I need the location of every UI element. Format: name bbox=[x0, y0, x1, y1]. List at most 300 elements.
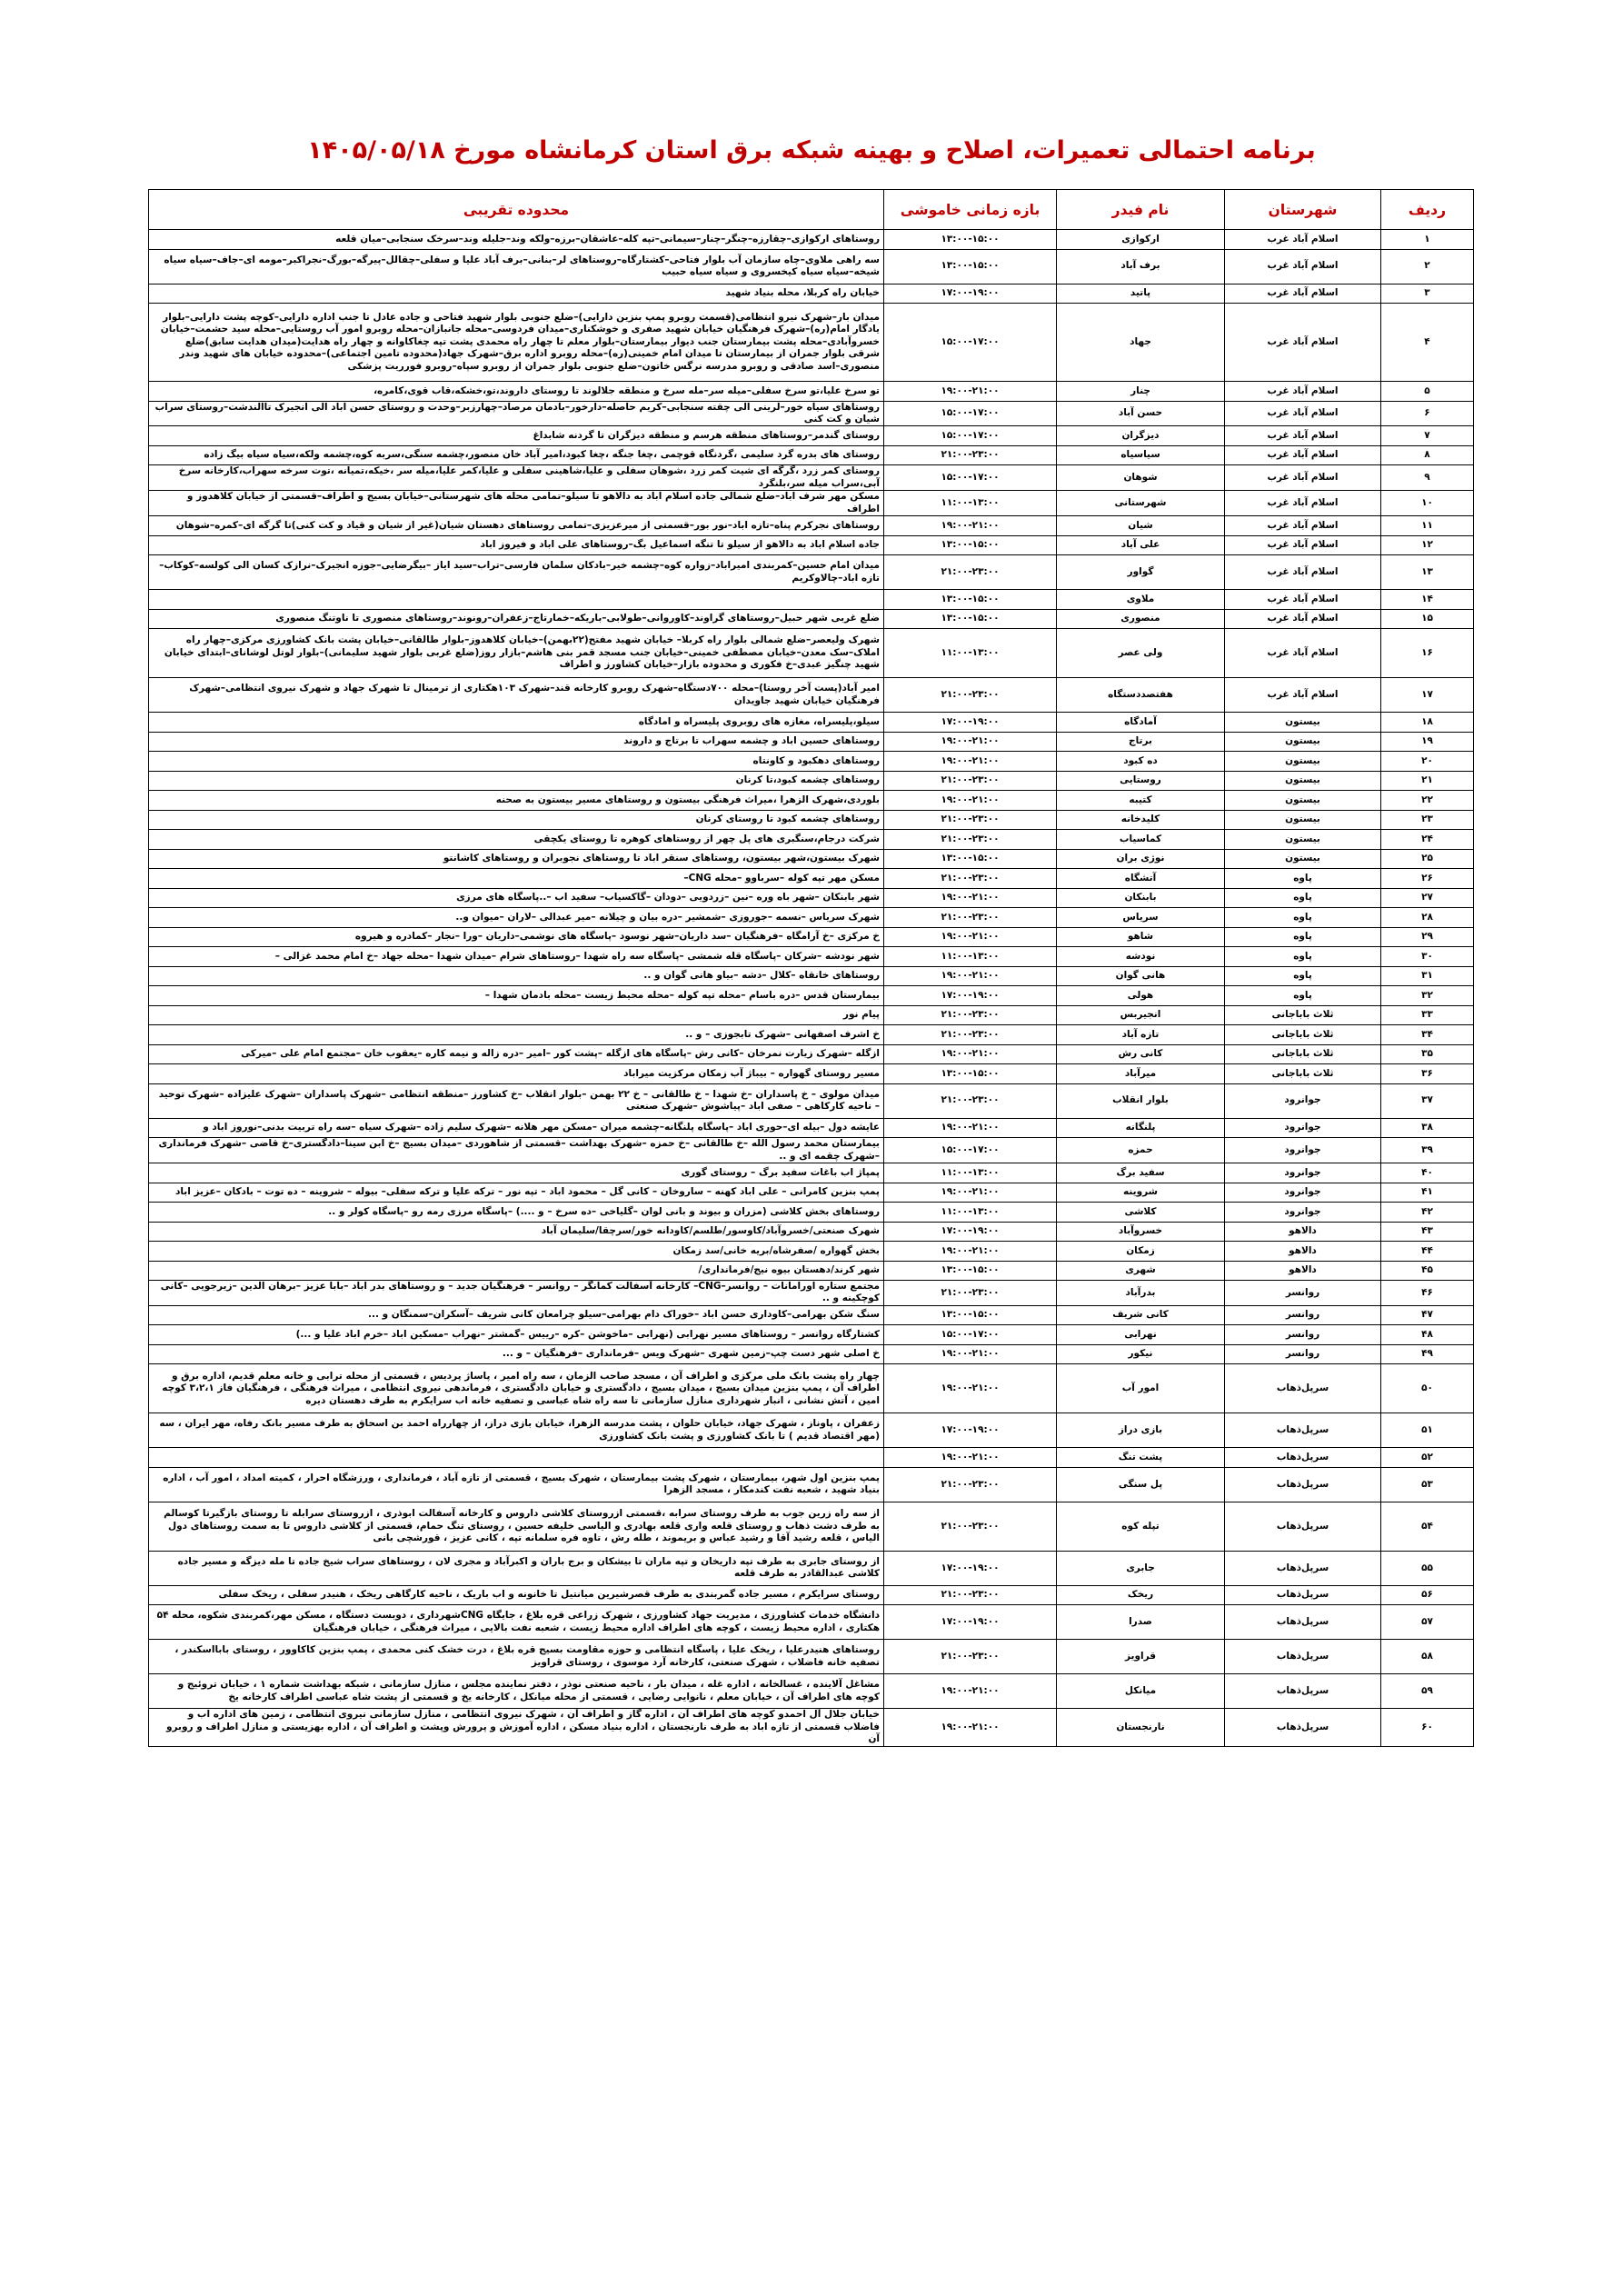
area-cell: شهر کرند/دهستان بیوه نیج/فرمانداری/ bbox=[149, 1261, 884, 1281]
table-row bbox=[149, 590, 1474, 610]
table-row bbox=[149, 249, 1474, 284]
table-row bbox=[149, 1585, 1474, 1605]
feeder-name-cell: بدرآباد bbox=[1057, 1281, 1225, 1306]
city-cell: سرپل‌ذهاب bbox=[1225, 1502, 1381, 1551]
table-row bbox=[149, 713, 1474, 733]
feeder-name-cell: قراویز bbox=[1057, 1640, 1225, 1674]
row-number-cell: ۳۶ bbox=[1381, 1064, 1474, 1084]
outage-time-cell: ۱۹:۰۰-۲۱:۰۰ bbox=[884, 1709, 1057, 1746]
outage-time-cell: ۲۱:۰۰-۲۳:۰۰ bbox=[884, 678, 1057, 713]
feeder-name-cell: تازه آباد bbox=[1057, 1025, 1225, 1045]
feeder-name-cell: نهرابی bbox=[1057, 1325, 1225, 1345]
city-cell: پاوه bbox=[1225, 966, 1381, 986]
table-row bbox=[149, 1502, 1474, 1551]
table-row bbox=[149, 401, 1474, 426]
row-number-cell: ۱۷ bbox=[1381, 678, 1474, 713]
row-number-cell: ۳۱ bbox=[1381, 966, 1474, 986]
row-number-cell: ۲۹ bbox=[1381, 927, 1474, 947]
city-cell: بیستون bbox=[1225, 830, 1381, 850]
outage-time-cell: ۱۳:۰۰-۱۵:۰۰ bbox=[884, 1064, 1057, 1084]
feeder-name-cell: پشت تنگ bbox=[1057, 1448, 1225, 1468]
city-cell: پاوه bbox=[1225, 947, 1381, 967]
table-row bbox=[149, 1325, 1474, 1345]
area-cell: روستاهای چشمه کبود،تا کرنان bbox=[149, 771, 884, 791]
table-row bbox=[149, 771, 1474, 791]
feeder-name-cell: میرآباد bbox=[1057, 1064, 1225, 1084]
city-cell: اسلام آباد غرب bbox=[1225, 445, 1381, 465]
area-cell: ضلع غربی شهر حبیل–روستاهای گراوند–کاوروانی–طولابی–باریکه–خمارتاج–زعفران–رونوند–روستاهای منصوری تا ناوتنگ منصوری bbox=[149, 609, 884, 629]
area-cell: شهرک بیستون،شهر بیستون، روستاهای سنقر اباد تا روستاهای نجوبران و روستاهای کاشانتو bbox=[149, 849, 884, 869]
city-cell: اسلام آباد غرب bbox=[1225, 555, 1381, 590]
city-cell: پاوه bbox=[1225, 869, 1381, 889]
feeder-name-cell: کانی شریف bbox=[1057, 1305, 1225, 1325]
area-cell: خیابان راه کربلا، محله بنیاد شهید bbox=[149, 284, 884, 304]
feeder-name-cell: گواور bbox=[1057, 555, 1225, 590]
outage-schedule-table bbox=[148, 189, 1474, 1747]
outage-time-cell: ۱۷:۰۰-۱۹:۰۰ bbox=[884, 1413, 1057, 1448]
table-row bbox=[149, 1163, 1474, 1183]
feeder-name-cell: سیاسیاه bbox=[1057, 445, 1225, 465]
table-row bbox=[149, 1305, 1474, 1325]
city-cell: بیستون bbox=[1225, 771, 1381, 791]
area-cell: کشتارگاه روانسر – روستاهای مسیر نهرابی (نهرابی –ماخوشن –کره –رییس –گمشتر –نهراب –مسکین اباد –خرم اباد علیا و ...) bbox=[149, 1325, 884, 1345]
row-number-cell: ۳۹ bbox=[1381, 1138, 1474, 1163]
feeder-name-cell: شوهان bbox=[1057, 465, 1225, 491]
city-cell: روانسر bbox=[1225, 1305, 1381, 1325]
row-number-cell: ۵۱ bbox=[1381, 1413, 1474, 1448]
area-cell: روستاهای بخش کلاشی (مزران و بیوند و بانی لوان –گلیاخی –ده سرخ – و ....) –پاسگاه مرزی رمه رو –پاسگاه کولر و .. bbox=[149, 1203, 884, 1223]
row-number-cell: ۵ bbox=[1381, 382, 1474, 402]
feeder-name-cell: بابنکان bbox=[1057, 888, 1225, 908]
table-row bbox=[149, 1261, 1474, 1281]
table-row bbox=[149, 1044, 1474, 1064]
row-number-cell: ۱۲ bbox=[1381, 535, 1474, 555]
outage-time-cell: ۱۹:۰۰-۲۱:۰۰ bbox=[884, 1344, 1057, 1364]
outage-time-cell: ۱۹:۰۰-۲۱:۰۰ bbox=[884, 1364, 1057, 1413]
row-number-cell: ۴۶ bbox=[1381, 1281, 1474, 1306]
feeder-name-cell: پل سنگی bbox=[1057, 1467, 1225, 1502]
row-number-cell: ۳۲ bbox=[1381, 986, 1474, 1006]
outage-time-cell: ۱۷:۰۰-۱۹:۰۰ bbox=[884, 284, 1057, 304]
row-number-cell: ۴ bbox=[1381, 304, 1474, 382]
table-row bbox=[149, 516, 1474, 536]
feeder-name-cell: میانکل bbox=[1057, 1674, 1225, 1709]
outage-time-cell: ۱۳:۰۰-۱۵:۰۰ bbox=[884, 535, 1057, 555]
row-number-cell: ۳۸ bbox=[1381, 1118, 1474, 1138]
outage-time-cell: ۱۳:۰۰-۱۵:۰۰ bbox=[884, 249, 1057, 284]
city-cell: اسلام آباد غرب bbox=[1225, 491, 1381, 516]
area-cell: بیمارستان محمد رسول الله –خ طالقانی –خ حمزه –شهرک بهداشت –قسمتی از شاهوردی –میدان بسیج –خ ابن سینا–دادگستری–خ قاضی –شهرک فرمانداری –شهرک چقمه ای و .. bbox=[149, 1138, 884, 1163]
table-row bbox=[149, 1640, 1474, 1674]
table-row bbox=[149, 465, 1474, 491]
table-row bbox=[149, 1467, 1474, 1502]
table-row bbox=[149, 1605, 1474, 1640]
feeder-name-cell: علی آباد bbox=[1057, 535, 1225, 555]
outage-time-cell: ۲۱:۰۰-۲۳:۰۰ bbox=[884, 830, 1057, 850]
area-cell: ازگله –شهرک زیارت نمرخان –کانی رش –پاسگاه های ازگله –پشت کور –امیر –دره زاله و نیمه کاره –یعقوب خان –مجتمع امام علی –میرکی bbox=[149, 1044, 884, 1064]
outage-time-cell: ۲۱:۰۰-۲۳:۰۰ bbox=[884, 1025, 1057, 1045]
area-cell: شهر نودشه –شرکان –پاسگاه قله شمشی –پاسگاه سه راه شهدا –روستاهای شرام –میدان شهدا –محله جهاد –خ امام محمد غزالی – bbox=[149, 947, 884, 967]
area-cell: بلوردی،شهرک الزهرا ،میراث فرهنگی بیستون و روستاهای مسیر بیستون به صحنه bbox=[149, 791, 884, 811]
feeder-name-cell: ریخک bbox=[1057, 1585, 1225, 1605]
feeder-name-cell: حمزه bbox=[1057, 1138, 1225, 1163]
city-cell: ثلاث باباجانی bbox=[1225, 1044, 1381, 1064]
outage-time-cell: ۱۷:۰۰-۱۹:۰۰ bbox=[884, 986, 1057, 1006]
table-row bbox=[149, 888, 1474, 908]
area-cell: روستاهای حسین اباد و چشمه سهراب تا برتاج و داروند bbox=[149, 732, 884, 752]
feeder-name-cell: زمکان bbox=[1057, 1242, 1225, 1262]
city-cell: سرپل‌ذهاب bbox=[1225, 1413, 1381, 1448]
city-cell: اسلام آباد غرب bbox=[1225, 426, 1381, 446]
area-cell: مسکن مهر شرف اباد–ضلع شمالی جاده اسلام اباد به دالاهو تا سیلو–تمامی محله های شهرستانی–خیابان بسیج و اطراف–قسمتی از خیابان کلاهدوز و اطراف bbox=[149, 491, 884, 516]
row-number-cell: ۱۴ bbox=[1381, 590, 1474, 610]
outage-time-cell: ۱۵:۰۰-۱۷:۰۰ bbox=[884, 401, 1057, 426]
header-city: شهرستان bbox=[1225, 190, 1381, 230]
row-number-cell: ۵۳ bbox=[1381, 1467, 1474, 1502]
row-number-cell: ۲۵ bbox=[1381, 849, 1474, 869]
area-cell: بخش گهواره /صفرشاه/بریه خانی/سد زمکان bbox=[149, 1242, 884, 1262]
city-cell: اسلام آباد غرب bbox=[1225, 465, 1381, 491]
outage-time-cell: ۱۳:۰۰-۱۵:۰۰ bbox=[884, 849, 1057, 869]
city-cell: ثلاث باباجانی bbox=[1225, 1005, 1381, 1025]
area-cell bbox=[149, 1448, 884, 1468]
feeder-name-cell: انجیربس bbox=[1057, 1005, 1225, 1025]
city-cell: روانسر bbox=[1225, 1344, 1381, 1364]
header-feeder-name: نام فیدر bbox=[1057, 190, 1225, 230]
row-number-cell: ۶۰ bbox=[1381, 1709, 1474, 1746]
row-number-cell: ۵۴ bbox=[1381, 1502, 1474, 1551]
table-row bbox=[149, 752, 1474, 772]
feeder-name-cell: هفتصددستگاه bbox=[1057, 678, 1225, 713]
city-cell: اسلام آباد غرب bbox=[1225, 629, 1381, 678]
outage-time-cell: ۱۵:۰۰-۱۷:۰۰ bbox=[884, 465, 1057, 491]
row-number-cell: ۲۰ bbox=[1381, 752, 1474, 772]
header-row-number: ردیف bbox=[1381, 190, 1474, 230]
outage-time-cell: ۱۹:۰۰-۲۱:۰۰ bbox=[884, 732, 1057, 752]
table-row bbox=[149, 535, 1474, 555]
area-cell: مجتمع ستاره اورامانات – روانسر–CNG– کارخانه آسفالت کمانگر – روانسر – فرهنگیان جدید – و روستاهای بدر اباد –بابا عزیز –برهان الدین –زیرجویی –کانی کوچکینه و .. bbox=[149, 1281, 884, 1306]
outage-time-cell: ۱۹:۰۰-۲۱:۰۰ bbox=[884, 966, 1057, 986]
table-row bbox=[149, 382, 1474, 402]
area-cell: سه راهی ملاوی–چاه سازمان آب بلوار فتاحی–کشتارگاه–روستاهای لر–بنانی–برف آباد علیا و سفلی–چقالل–پیرگه–بورگ–نجراکبر–مومه ای–جاف–سیاه سیاه شیخه–سیاه سیاه کیخسروی و سیاه سیاه حبیب bbox=[149, 249, 884, 284]
city-cell: ثلاث باباجانی bbox=[1225, 1064, 1381, 1084]
city-cell: پاوه bbox=[1225, 927, 1381, 947]
feeder-name-cell: کتیبه bbox=[1057, 791, 1225, 811]
feeder-name-cell: ارکوازی bbox=[1057, 230, 1225, 250]
table-row bbox=[149, 849, 1474, 869]
city-cell: سرپل‌ذهاب bbox=[1225, 1709, 1381, 1746]
area-cell: شهر بابنکان –شهر باه وره –نین –زردویی –دودان –گاکسیاب– سفید اب –..پاسگاه های مرزی bbox=[149, 888, 884, 908]
row-number-cell: ۱۸ bbox=[1381, 713, 1474, 733]
outage-time-cell: ۱۱:۰۰-۱۳:۰۰ bbox=[884, 947, 1057, 967]
row-number-cell: ۱۹ bbox=[1381, 732, 1474, 752]
row-number-cell: ۴۰ bbox=[1381, 1163, 1474, 1183]
row-number-cell: ۱۶ bbox=[1381, 629, 1474, 678]
city-cell: جوانرود bbox=[1225, 1203, 1381, 1223]
area-cell: شرکت درجام،سنگبری های پل چهر از روستاهای کوهره تا روستای یکچقی bbox=[149, 830, 884, 850]
table-row bbox=[149, 1183, 1474, 1203]
feeder-name-cell: ده کبود bbox=[1057, 752, 1225, 772]
outage-time-cell: ۱۹:۰۰-۲۱:۰۰ bbox=[884, 382, 1057, 402]
area-cell: روستاهای دهکبود و کاونتاه bbox=[149, 752, 884, 772]
row-number-cell: ۱۵ bbox=[1381, 609, 1474, 629]
row-number-cell: ۲ bbox=[1381, 249, 1474, 284]
row-number-cell: ۱۳ bbox=[1381, 555, 1474, 590]
area-cell: میدان مولوی – خ پاسداران –خ شهدا – خ طالقانی – خ ۲۲ بهمن –بلوار انقلاب –خ کشاورز –منطقه انتظامی –شهرک پاسداران –شهرک علیزاده –شهرک توحید – ناحیه کارکاهی – صفی اباد –پیاشوش –شهرک صنعتی bbox=[149, 1083, 884, 1118]
outage-time-cell: ۱۱:۰۰-۱۳:۰۰ bbox=[884, 491, 1057, 516]
page-title: برنامه احتمالی تعمیرات، اصلاح و بهینه شبکه برق استان کرمانشاه مورخ ۱۴۰۵/۰۵/۱۸ bbox=[307, 136, 1316, 165]
feeder-name-cell: ولی عصر bbox=[1057, 629, 1225, 678]
area-cell: عایشه دول –بیله ای–حوری اباد –پاسگاه پلنگانه–چشمه میران –مسکن مهر هلانه –شهرک سلیم زاده –شهرک سیاه –سه راه تربیت بدنی–نوروز اباد و bbox=[149, 1118, 884, 1138]
area-cell: پمپاژ اب باغات سفید برگ – روستای گوری bbox=[149, 1163, 884, 1183]
city-cell: دالاهو bbox=[1225, 1222, 1381, 1242]
table-row bbox=[149, 1222, 1474, 1242]
area-cell: خیابان جلال آل احمدو کوچه های اطراف آن ، اداره گاز و اطراف آن ، شهرک نیروی انتظامی ، منازل سازمانی نیروی انتظامی ، زمین های اداره اب و فاضلاب قسمتی از تازه اباد به طرف نارنجستان ، اداره بنیاد مسکن ، اداره آموزش و پرورش وپشت و اطراف آن ، اداره بهزیستی و منازل اطراف و روبرو آن bbox=[149, 1709, 884, 1746]
table-row bbox=[149, 966, 1474, 986]
table-row bbox=[149, 1674, 1474, 1709]
row-number-cell: ۲۴ bbox=[1381, 830, 1474, 850]
table-row bbox=[149, 445, 1474, 465]
table-row bbox=[149, 1448, 1474, 1468]
feeder-name-cell: چنار bbox=[1057, 382, 1225, 402]
row-number-cell: ۱ bbox=[1381, 230, 1474, 250]
area-cell: مسکن مهر تپه کوله –سرباوو –محله CNG– bbox=[149, 869, 884, 889]
table-row bbox=[149, 1138, 1474, 1163]
city-cell: دالاهو bbox=[1225, 1261, 1381, 1281]
feeder-name-cell: آتشگاه bbox=[1057, 869, 1225, 889]
row-number-cell: ۳ bbox=[1381, 284, 1474, 304]
city-cell: بیستون bbox=[1225, 791, 1381, 811]
row-number-cell: ۲۷ bbox=[1381, 888, 1474, 908]
outage-time-cell: ۱۹:۰۰-۲۱:۰۰ bbox=[884, 516, 1057, 536]
area-cell: روستای کمر زرد ،گرگه ای شیت کمر زرد ،شوهان سفلی و علیا،شاهینی سفلی و علیا،کمر علیا،میله سر ،خیکه،تمیانه ،توت سرخه سهراب،کارخانه سرخ آبی،سراب میله سر،بلنگرد bbox=[149, 465, 884, 491]
outage-time-cell: ۲۱:۰۰-۲۳:۰۰ bbox=[884, 555, 1057, 590]
city-cell: سرپل‌ذهاب bbox=[1225, 1364, 1381, 1413]
feeder-name-cell: برتاج bbox=[1057, 732, 1225, 752]
city-cell: جوانرود bbox=[1225, 1163, 1381, 1183]
outage-time-cell: ۱۳:۰۰-۱۵:۰۰ bbox=[884, 1261, 1057, 1281]
table-row bbox=[149, 678, 1474, 713]
city-cell: جوانرود bbox=[1225, 1183, 1381, 1203]
feeder-name-cell: خسروآباد bbox=[1057, 1222, 1225, 1242]
outage-time-cell: ۱۱:۰۰-۱۳:۰۰ bbox=[884, 1163, 1057, 1183]
city-cell: اسلام آباد غرب bbox=[1225, 230, 1381, 250]
outage-time-cell: ۱۱:۰۰-۱۳:۰۰ bbox=[884, 1203, 1057, 1223]
header-approx-area: محدوده تقریبی bbox=[149, 190, 884, 230]
row-number-cell: ۲۱ bbox=[1381, 771, 1474, 791]
area-cell: مسیر روستای گهواره – بیباژ آب زمکان مرکزیت میراباد bbox=[149, 1064, 884, 1084]
area-cell: روستاهای هنیدرعلیا ، ریخک علیا ، پاسگاه انتظامی و حوزه مقاومت بسیج قره بلاغ ، درت خشک کنی محمدی ، پمپ بنزین کاکاوور ، روستای بابااسکندر ، تصفیه خانه فاضلاب ، شهرک صنعتی، کارخانه آرد موسوی ، روستای قراویز bbox=[149, 1640, 884, 1674]
feeder-name-cell: نودشه bbox=[1057, 947, 1225, 967]
table-row bbox=[149, 1364, 1474, 1413]
area-cell: روستاهای نجرکرم پناه–تازه اباد–نور بور–قسمتی از میرعزیزی–تمامی روستاهای دهستان شیان(غیر از شیان و قیاد و کت کنی)تا گرگه ای–کمره–شوهان bbox=[149, 516, 884, 536]
city-cell: روانسر bbox=[1225, 1281, 1381, 1306]
table-row bbox=[149, 304, 1474, 382]
row-number-cell: ۴۴ bbox=[1381, 1242, 1474, 1262]
feeder-name-cell: جابری bbox=[1057, 1551, 1225, 1585]
row-number-cell: ۴۷ bbox=[1381, 1305, 1474, 1325]
feeder-name-cell: منصوری bbox=[1057, 609, 1225, 629]
row-number-cell: ۵۷ bbox=[1381, 1605, 1474, 1640]
table-row bbox=[149, 1064, 1474, 1084]
city-cell: جوانرود bbox=[1225, 1138, 1381, 1163]
row-number-cell: ۱۱ bbox=[1381, 516, 1474, 536]
table-row bbox=[149, 1709, 1474, 1746]
area-cell: پیام نور bbox=[149, 1005, 884, 1025]
feeder-name-cell: کانی رش bbox=[1057, 1044, 1225, 1064]
outage-time-cell: ۲۱:۰۰-۲۳:۰۰ bbox=[884, 1585, 1057, 1605]
outage-time-cell: ۱۵:۰۰-۱۷:۰۰ bbox=[884, 426, 1057, 446]
area-cell: از سه راه زرین جوب به طرف روستای سرابه ،قسمتی ازروستای کلاشی داروس و کارخانه آسفالت ابوذری ، ازروستای سرابله تا روستای بازگیرتا کوسالم به طرف دشت ذهاب و روستای قلعه واری قلعه بهادری و الیاسی خلیفه حسین ، روستای تنگ حمام، قسمتی از کلاشی داروس تا به سمت روستاهای دول الیاس ، قلعه رشید آقا و رشید عباس و بریموند ، طله رش ، تاوه فره سلمانه تپه ، کانی عزیز ، قورشچی بانی bbox=[149, 1502, 884, 1551]
outage-time-cell: ۱۹:۰۰-۲۱:۰۰ bbox=[884, 1448, 1057, 1468]
row-number-cell: ۴۳ bbox=[1381, 1222, 1474, 1242]
row-number-cell: ۴۱ bbox=[1381, 1183, 1474, 1203]
outage-time-cell: ۱۷:۰۰-۱۹:۰۰ bbox=[884, 1551, 1057, 1585]
row-number-cell: ۷ bbox=[1381, 426, 1474, 446]
feeder-name-cell: امور آب bbox=[1057, 1364, 1225, 1413]
row-number-cell: ۵۲ bbox=[1381, 1448, 1474, 1468]
row-number-cell: ۳۰ bbox=[1381, 947, 1474, 967]
table-row bbox=[149, 1281, 1474, 1306]
feeder-name-cell: صدرا bbox=[1057, 1605, 1225, 1640]
area-cell: پمپ بنزین اول شهر، بیمارستان ، شهرک پشت بیمارستان ، شهرک بسیج ، قسمتی از تازه آباد ، فرمانداری ، ورزشگاه احرار ، کمیته امداد ، امور آب ، اداره بنیاد شهید ، شعبه نفت کندمکار ، مسجد الزهرا bbox=[149, 1467, 884, 1502]
area-cell: شهرک سریاس –نسمه –جوروزی –شمشیر –دره بیان و چیلانه –میر عبدالی –لاران –میوان و.. bbox=[149, 908, 884, 928]
outage-time-cell: ۱۵:۰۰-۱۷:۰۰ bbox=[884, 1138, 1057, 1163]
table-row bbox=[149, 230, 1474, 250]
outage-time-cell: ۲۱:۰۰-۲۳:۰۰ bbox=[884, 1640, 1057, 1674]
city-cell: پاوه bbox=[1225, 888, 1381, 908]
table-row bbox=[149, 908, 1474, 928]
outage-time-cell: ۱۹:۰۰-۲۱:۰۰ bbox=[884, 791, 1057, 811]
area-cell: تو سرخ علیا،تو سرخ سفلی–میله سر–مله سرخ و منطقه جلالوند تا روستای داروند،تو،خشکه،قاب قوی،کامره، bbox=[149, 382, 884, 402]
city-cell: روانسر bbox=[1225, 1325, 1381, 1345]
city-cell: اسلام آباد غرب bbox=[1225, 284, 1381, 304]
feeder-name-cell: هولی bbox=[1057, 986, 1225, 1006]
table-row bbox=[149, 555, 1474, 590]
outage-time-cell: ۲۱:۰۰-۲۳:۰۰ bbox=[884, 1502, 1057, 1551]
area-cell: روستای سرایکرم ، مسیر جاده گمربندی به طرف قصرشیرین میانتیل تا خانونه و اب باریک ، ناحیه کارگاهی ریخک ، هنیدر سفلی ، ریخک سفلی bbox=[149, 1585, 884, 1605]
row-number-cell: ۲۸ bbox=[1381, 908, 1474, 928]
area-cell: شهرک صنعتی/خسروآباد/کاوسور/طلسم/کاودانه خور/سرچقا/سلیمان آباد bbox=[149, 1222, 884, 1242]
city-cell: جوانرود bbox=[1225, 1118, 1381, 1138]
city-cell: اسلام آباد غرب bbox=[1225, 590, 1381, 610]
area-cell: امیر آباد(پست آخر روستا)–محله ۷۰۰دستگاه–شهرک روبرو کارخانه قند–شهرک ۱۰۳هکتاری از ترمینال تا شهرک جهاد و شهرک نیروی انتظامی–شهرک فرهنگیان خیابان شهید جاویدان bbox=[149, 678, 884, 713]
row-number-cell: ۱۰ bbox=[1381, 491, 1474, 516]
feeder-name-cell: روستایی bbox=[1057, 771, 1225, 791]
outage-time-cell: ۱۹:۰۰-۲۱:۰۰ bbox=[884, 1183, 1057, 1203]
area-cell: روستاهای خانقاه –کلال –دشه –بیاو هانی گوان و .. bbox=[149, 966, 884, 986]
table-row bbox=[149, 927, 1474, 947]
area-cell: میدان بار–شهرک نیرو انتظامی(قسمت روبرو پمپ بنزین دارایی)–ضلع جنوبی بلوار شهید فتاحی و جاده عادل تا جنب اداره دارایی–کوچه پشت دارایی–بلوار یادگار امام(ره)–شهرک فرهنگیان خیابان شهید صفری و خوشکناری–میدان فردوسی–محله جانبازان–محله روبرو امور آب روستایی–محله سید حشمت–خیابان خسروآبادی–محله پشت بیمارستان جنب دیوار بیمارستان–بلوار معلم تا چهار راه محمدی پشت تپه چغاکاوانه و چهار راه هدایت(میدان هدایت سابق)ضلع شرقی بلوار جمران از بیمارستان تا میدان امام خمینی(ره)–محله روبرو اداره برق–شهرک جهاد(محدوده تامین اجتماعی)–محدوده خیابان های شهید وندر منصوری–اسد صادقی و روبرو مدرسه نرگس خاتون–ضلع جنوبی بلوار جمران از روبرو سپاه–روبرو فورریت پزشکی bbox=[149, 304, 884, 382]
table-row bbox=[149, 1203, 1474, 1223]
outage-time-cell: ۱۳:۰۰-۱۵:۰۰ bbox=[884, 609, 1057, 629]
row-number-cell: ۵۵ bbox=[1381, 1551, 1474, 1585]
outage-time-cell: ۱۹:۰۰-۲۱:۰۰ bbox=[884, 1242, 1057, 1262]
feeder-name-cell: سفید برگ bbox=[1057, 1163, 1225, 1183]
row-number-cell: ۳۴ bbox=[1381, 1025, 1474, 1045]
table-row bbox=[149, 1083, 1474, 1118]
outage-time-cell: ۱۷:۰۰-۱۹:۰۰ bbox=[884, 1605, 1057, 1640]
feeder-name-cell: نارنجستان bbox=[1057, 1709, 1225, 1746]
outage-time-cell: ۱۹:۰۰-۲۱:۰۰ bbox=[884, 752, 1057, 772]
row-number-cell: ۶ bbox=[1381, 401, 1474, 426]
outage-time-cell: ۲۱:۰۰-۲۳:۰۰ bbox=[884, 810, 1057, 830]
outage-time-cell: ۱۹:۰۰-۲۱:۰۰ bbox=[884, 1118, 1057, 1138]
city-cell: دالاهو bbox=[1225, 1242, 1381, 1262]
table-row bbox=[149, 426, 1474, 446]
table-row bbox=[149, 1005, 1474, 1025]
feeder-name-cell: جهاد bbox=[1057, 304, 1225, 382]
feeder-name-cell: شهری bbox=[1057, 1261, 1225, 1281]
feeder-name-cell: شهرستانی bbox=[1057, 491, 1225, 516]
outage-time-cell: ۱۳:۰۰-۱۵:۰۰ bbox=[884, 1305, 1057, 1325]
header-outage-time: بازه زمانی خاموشی bbox=[884, 190, 1057, 230]
table-row bbox=[149, 1118, 1474, 1138]
outage-time-cell: ۲۱:۰۰-۲۳:۰۰ bbox=[884, 1005, 1057, 1025]
city-cell: بیستون bbox=[1225, 810, 1381, 830]
area-cell: خ اصلی شهر دست چپ–زمین شهری –شهرک ویس –فرمانداری –فرهنگیان – و ... bbox=[149, 1344, 884, 1364]
city-cell: اسلام آباد غرب bbox=[1225, 516, 1381, 536]
area-cell: روستای گندمر–روستاهای منطقه هرسم و منطقه دیزگران تا گردنه شابداغ bbox=[149, 426, 884, 446]
outage-time-cell: ۲۱:۰۰-۲۳:۰۰ bbox=[884, 1083, 1057, 1118]
row-number-cell: ۹ bbox=[1381, 465, 1474, 491]
area-cell: زعفران ، پاوناز ، شهرک جهاد، خیابان حلوان ، پشت مدرسه الزهرا، خیابان بازی دراز، از چهارراه احمد بن اسحاق به طرف مسیر بانک رفاه، مهر ایران ، سه (مهر اقتصاد قدیم ) تا بانک کشاورزی و پشت بانک کشاورزی bbox=[149, 1413, 884, 1448]
area-cell: سیلو،پلیسراه، مغازه های روبروی پلیسراه و امادگاه bbox=[149, 713, 884, 733]
outage-time-cell: ۱۵:۰۰-۱۷:۰۰ bbox=[884, 304, 1057, 382]
row-number-cell: ۵۰ bbox=[1381, 1364, 1474, 1413]
outage-time-cell: ۲۱:۰۰-۲۳:۰۰ bbox=[884, 1467, 1057, 1502]
feeder-name-cell: پلنگانه bbox=[1057, 1118, 1225, 1138]
table-row bbox=[149, 810, 1474, 830]
area-cell: سنگ شکن بهرامی–کاوداری حسن اباد –خوراک دام بهرامی–سیلو چرامعان کانی شریف –آسکران–سمنگان و ... bbox=[149, 1305, 884, 1325]
city-cell: بیستون bbox=[1225, 849, 1381, 869]
feeder-name-cell: بلوار انقلاب bbox=[1057, 1083, 1225, 1118]
table-row bbox=[149, 1551, 1474, 1585]
feeder-name-cell: شاهو bbox=[1057, 927, 1225, 947]
feeder-name-cell: بازی دراز bbox=[1057, 1413, 1225, 1448]
area-cell: خ اشرف اصفهانی –شهرک تابجوزی – و .. bbox=[149, 1025, 884, 1045]
row-number-cell: ۵۸ bbox=[1381, 1640, 1474, 1674]
area-cell bbox=[149, 590, 884, 610]
row-number-cell: ۴۵ bbox=[1381, 1261, 1474, 1281]
city-cell: سرپل‌ذهاب bbox=[1225, 1467, 1381, 1502]
area-cell: پمپ بنزین کامرانی – علی اباد کهنه – ساروخان – کانی گل – محمود اباد – تپه نور – ترکه علیا و ترکه سفلی– بیوله – شروینه – ده توت – بادکان –عزیز اباد bbox=[149, 1183, 884, 1203]
outage-time-cell: ۱۹:۰۰-۲۱:۰۰ bbox=[884, 1674, 1057, 1709]
outage-time-cell: ۱۷:۰۰-۱۹:۰۰ bbox=[884, 1222, 1057, 1242]
row-number-cell: ۳۷ bbox=[1381, 1083, 1474, 1118]
area-cell: مشاغل آلاینده ، غسالخانه ، اداره غله ، میدان بار ، ناحیه صنعتی نوذر ، دفتر نماینده مجلس ، منازل سازمانی ، شبکه بهداشت شماره ۱ ، خیابان تروئیج و کوچه های اطراف آن ، خیابان معلم ، نانوایی رضایی ، قسمتی از محله میانکل ، کارخانه یخ و قسمتی از پشت شاه عباسی اطراف کارخانه یخ bbox=[149, 1674, 884, 1709]
feeder-name-cell: کلاشی bbox=[1057, 1203, 1225, 1223]
table-row bbox=[149, 1413, 1474, 1448]
outage-time-cell: ۲۱:۰۰-۲۳:۰۰ bbox=[884, 869, 1057, 889]
feeder-name-cell: برف آباد bbox=[1057, 249, 1225, 284]
area-cell: میدان امام حسین–کمربندی امیراباد–زواره کوه–چشمه خیر–بادکان سلمان فارسی–تراب–سید ایاز –بیگرضایی–جوزه انجیرک–نرازک کسان الی کولسه–کوکاب–تازه اباد–چالاوکریم bbox=[149, 555, 884, 590]
row-number-cell: ۴۹ bbox=[1381, 1344, 1474, 1364]
city-cell: پاوه bbox=[1225, 986, 1381, 1006]
table-row bbox=[149, 986, 1474, 1006]
table-row bbox=[149, 869, 1474, 889]
city-cell: سرپل‌ذهاب bbox=[1225, 1551, 1381, 1585]
table-row bbox=[149, 1344, 1474, 1364]
feeder-name-cell: دیزگران bbox=[1057, 426, 1225, 446]
row-number-cell: ۸ bbox=[1381, 445, 1474, 465]
row-number-cell: ۴۸ bbox=[1381, 1325, 1474, 1345]
table-row bbox=[149, 284, 1474, 304]
city-cell: اسلام آباد غرب bbox=[1225, 304, 1381, 382]
feeder-name-cell: نوژی بران bbox=[1057, 849, 1225, 869]
outage-time-cell: ۲۱:۰۰-۲۳:۰۰ bbox=[884, 1281, 1057, 1306]
outage-time-cell: ۱۹:۰۰-۲۱:۰۰ bbox=[884, 927, 1057, 947]
